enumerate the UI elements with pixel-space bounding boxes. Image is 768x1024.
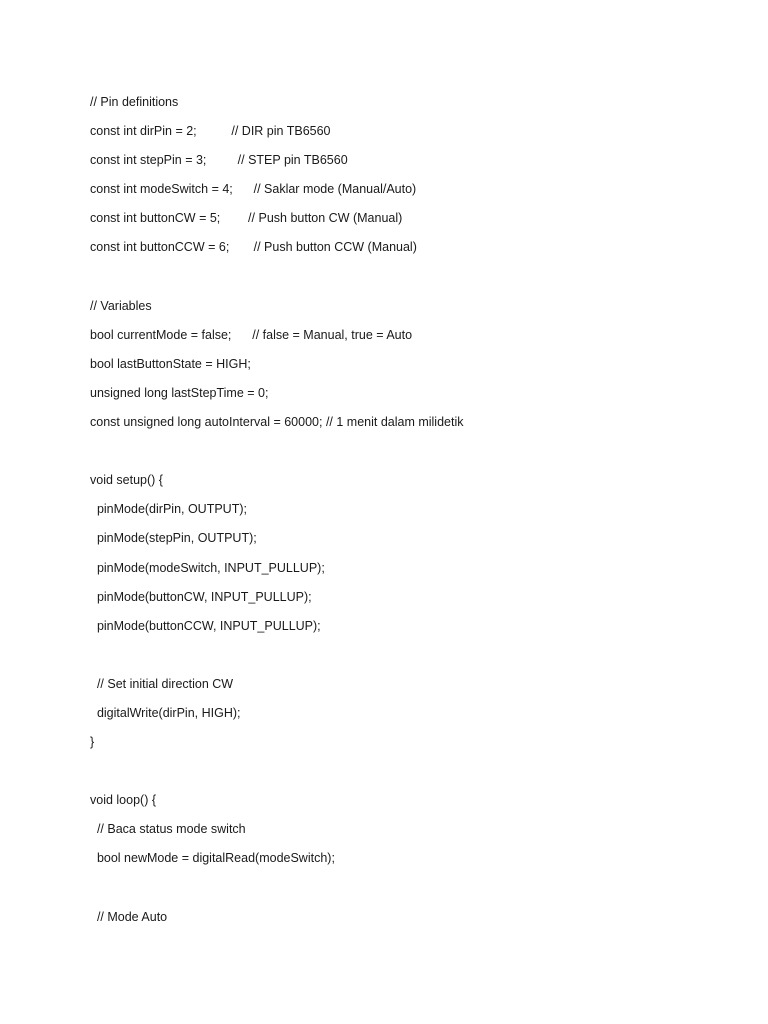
code-line bbox=[90, 645, 710, 674]
code-line: void loop() { bbox=[90, 793, 157, 808]
code-line: } bbox=[90, 735, 95, 750]
code-line: pinMode(buttonCCW, INPUT_PULLUP); bbox=[90, 618, 321, 633]
code-line: // Set initial direction CW bbox=[90, 676, 234, 691]
code-line: pinMode(dirPin, OUTPUT); bbox=[90, 502, 247, 517]
code-line: const int modeSwitch = 4; // Saklar mode (Manual/Auto) bbox=[90, 182, 417, 197]
code-line: const int stepPin = 3; // STEP pin TB6560 bbox=[90, 153, 348, 168]
code-line: // Variables bbox=[90, 298, 152, 313]
code-line: // Mode Auto bbox=[90, 909, 168, 924]
code-line: const int dirPin = 2; // DIR pin TB6560 bbox=[90, 124, 331, 139]
code-line: pinMode(stepPin, OUTPUT); bbox=[90, 531, 257, 546]
code-line: pinMode(modeSwitch, INPUT_PULLUP); bbox=[90, 560, 325, 575]
code-line bbox=[90, 441, 710, 470]
code-line: bool newMode = digitalRead(modeSwitch); bbox=[90, 851, 335, 866]
code-line: const unsigned long autoInterval = 60000; // 1 menit dalam milidetik bbox=[90, 415, 464, 430]
code-line: const int buttonCCW = 6; // Push button CCW (Manual) bbox=[90, 240, 417, 255]
code-line: unsigned long lastStepTime = 0; bbox=[90, 385, 269, 400]
code-listing bbox=[90, 92, 710, 936]
code-line: digitalWrite(dirPin, HIGH); bbox=[90, 705, 241, 720]
code-line: void setup() { bbox=[90, 473, 163, 488]
code-line: const int buttonCW = 5; // Push button CW (Manual) bbox=[90, 211, 403, 226]
code-line: // Pin definitions bbox=[90, 95, 179, 109]
code-line: bool lastButtonState = HIGH; bbox=[90, 356, 251, 371]
code-line: bool currentMode = false; // false = Manual, true = Auto bbox=[90, 327, 413, 342]
code-line bbox=[90, 761, 710, 790]
code-line: // Baca status mode switch bbox=[90, 822, 246, 837]
code-line bbox=[90, 878, 710, 907]
code-line: pinMode(buttonCW, INPUT_PULLUP); bbox=[90, 589, 312, 604]
code-line bbox=[90, 267, 710, 296]
